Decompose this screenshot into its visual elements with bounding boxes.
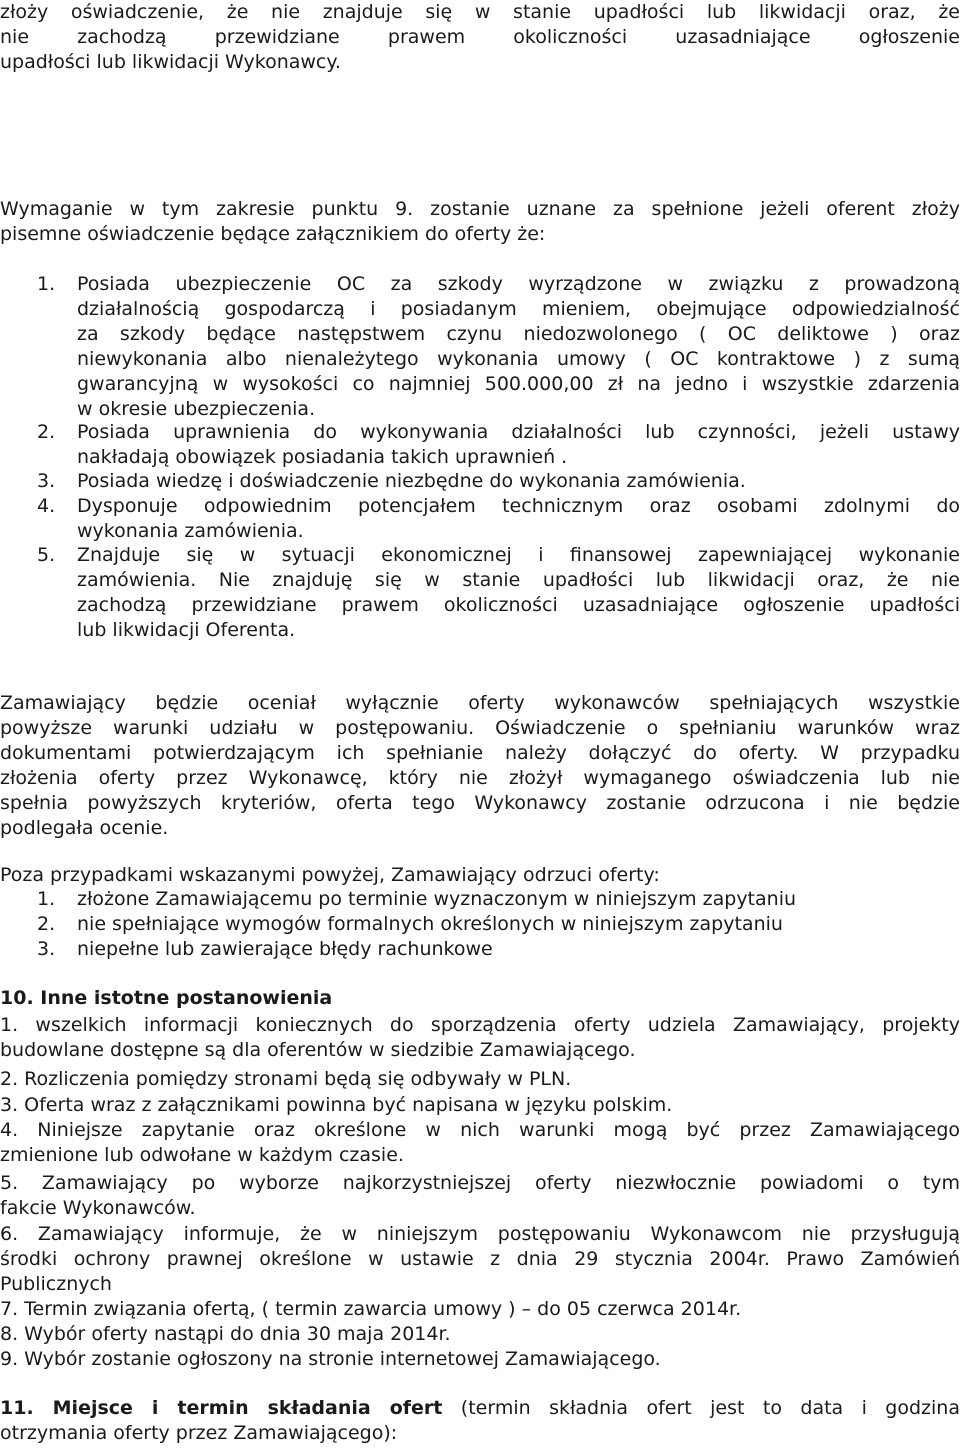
rejection-text: nie spełniające wymogów formalnych określonych w niniejszym zapytaniu — [77, 913, 783, 935]
section-10-line: 7. Termin związania ofertą, ( termin zawarcia umowy ) – do 05 czerwca 2014r. — [0, 1298, 742, 1320]
section-10-line: 6. Zamawiający informuje, że w niniejszym postępowaniu Wykonawcom nie przysługują — [0, 1223, 960, 1245]
section-10-line: 2. Rozliczenia pomiędzy stronami będą się odbywały w PLN. — [0, 1068, 572, 1090]
section-11-block — [0, 1396, 960, 1446]
condition-text — [77, 469, 960, 494]
assessment-line: dokumentami potwierdzającym ich spełnianie należy dołączyć do oferty. W przypadku — [0, 742, 960, 764]
rejection-number: 2. — [37, 913, 56, 935]
section-10-paragraph — [0, 1347, 661, 1372]
assessment-line: spełnia powyższych kryteriów, oferta tego Wykonawcy zostanie odrzucona i nie będzie — [0, 792, 960, 814]
section-10-line: środki ochrony prawnej określone w ustawie z dnia 29 stycznia 2004r. Prawo Zamówień — [0, 1248, 960, 1270]
section-10-paragraph — [0, 1322, 451, 1347]
rejection-text: niepełne lub zawierające błędy rachunkowe — [77, 938, 493, 960]
condition-line: Posiada ubezpieczenie OC za szkody wyrządzone w związku z prowadzoną — [77, 273, 960, 295]
condition-line: za szkody będące następstwem czynu niedozwolonego ( OC deliktowe ) oraz — [77, 323, 960, 345]
section-11-heading-rest: (termin składnia ofert jest to data i godzina — [460, 1397, 960, 1419]
section-11-line — [0, 1396, 960, 1421]
condition-number: 1. — [37, 273, 56, 295]
section-11-heading: 11. Miejsce i termin składania ofert — [0, 1397, 443, 1419]
section-10-line: budowlane dostępne są dla oferentów w siedzibie Zamawiającego. — [0, 1039, 636, 1061]
assessment-line: powyższe warunki udziału w postępowaniu. Oświadczenie o spełnianiu warunków wraz — [0, 717, 960, 739]
condition-item — [37, 543, 960, 643]
condition-item — [37, 272, 960, 422]
condition-line: niewykonania albo nienależytego wykonania umowy ( OC kontraktowe ) z sumą — [77, 348, 960, 370]
condition-line: Posiada uprawnienia do wykonywania działalności lub czynności, jeżeli ustawy — [77, 421, 960, 443]
condition-text — [77, 543, 960, 643]
requirement-line: pisemne oświadczenie będące załącznikiem do oferty że: — [0, 223, 546, 245]
condition-text — [77, 272, 960, 422]
assessment-line: Zamawiający będzie oceniał wyłącznie oferty wykonawców spełniających wszystkie — [0, 692, 960, 714]
condition-line: zachodzą przewidziane prawem okoliczności uzasadniające ogłoszenie upadłości — [77, 594, 960, 616]
requirement-paragraph — [0, 197, 960, 247]
section-10-paragraph — [0, 1093, 672, 1118]
section-10-line: 4. Niniejsze zapytanie oraz określone w nich warunki mogą być przez Zamawiającego — [0, 1119, 960, 1141]
condition-line: w okresie ubezpieczenia. — [77, 398, 316, 420]
assessment-line: podlegała ocenie. — [0, 817, 169, 839]
section-11-line: otrzymania oferty przez Zamawiającego): — [0, 1422, 398, 1444]
requirement-line: Wymaganie w tym zakresie punktu 9. zostanie uznane za spełnione jeżeli oferent złoży — [0, 198, 960, 220]
rejection-intro: Poza przypadkami wskazanymi powyżej, Zamawiający odrzuci oferty: — [0, 864, 660, 886]
section-10-line: Publicznych — [0, 1273, 112, 1295]
assessment-line: złożenia oferty przez Wykonawcę, który nie złożył wymaganego oświadczenia lub nie — [0, 767, 960, 789]
section-10-line: 8. Wybór oferty nastąpi do dnia 30 maja 2014r. — [0, 1323, 451, 1345]
section-10-line: 3. Oferta wraz z załącznikami powinna być napisana w języku polskim. — [0, 1094, 673, 1116]
section-10-line: fakcie Wykonawców. — [0, 1197, 196, 1219]
section-10-heading: 10. Inne istotne postanowienia — [0, 987, 333, 1009]
intro-line: upadłości lub likwidacji Wykonawcy. — [0, 51, 341, 73]
rejection-item — [37, 887, 796, 912]
intro-line: nie zachodzą przewidziane prawem okoliczności uzasadniające ogłoszenie — [0, 26, 960, 48]
intro-paragraph — [0, 0, 960, 75]
condition-item — [37, 420, 960, 470]
section-10-line: 5. Zamawiający po wyborze najkorzystniejszej oferty niezwłocznie powiadomi o tym — [0, 1172, 960, 1194]
section-10-paragraph — [0, 1171, 960, 1221]
condition-line: Posiada wiedzę i doświadczenie niezbędne do wykonania zamówienia. — [77, 470, 746, 492]
condition-line: nakładają obowiązek posiadania takich uprawnień . — [77, 446, 568, 468]
rejection-number: 3. — [37, 938, 56, 960]
condition-number: 3. — [37, 470, 56, 492]
condition-number: 2. — [37, 421, 56, 443]
section-10-line: zmienione lub odwołane w każdym czasie. — [0, 1144, 404, 1166]
condition-text — [77, 494, 960, 544]
intro-line: złoży oświadczenie, że nie znajduje się w stanie upadłości lub likwidacji oraz, że — [0, 1, 960, 23]
section-10-line: 1. wszelkich informacji koniecznych do sporządzenia oferty udziela Zamawiający, projekty — [0, 1014, 960, 1036]
section-10-paragraph — [0, 1013, 960, 1063]
rejection-item — [37, 912, 783, 937]
condition-text — [77, 420, 960, 470]
condition-line: wykonania zamówienia. — [77, 520, 304, 542]
section-10-paragraph — [0, 1118, 960, 1168]
section-10-paragraph — [0, 1297, 741, 1322]
condition-line: lub likwidacji Oferenta. — [77, 619, 296, 641]
condition-number: 4. — [37, 495, 56, 517]
condition-line: gwarancyjną w wysokości co najmniej 500.000,00 zł na jedno i wszystkie zdarzenia — [77, 373, 960, 395]
assessment-paragraph — [0, 691, 960, 841]
section-10-paragraph — [0, 1067, 571, 1092]
condition-line: działalnością gospodarczą i posiadanym mieniem, obejmujące odpowiedzialność — [77, 298, 960, 320]
rejection-item — [37, 937, 493, 962]
rejection-number: 1. — [37, 888, 56, 910]
condition-number: 5. — [37, 544, 56, 566]
section-10-line: 9. Wybór zostanie ogłoszony na stronie internetowej Zamawiającego. — [0, 1348, 661, 1370]
condition-item — [37, 494, 960, 544]
condition-line: Dysponuje odpowiednim potencjałem technicznym oraz osobami zdolnymi do — [77, 495, 960, 517]
condition-line: zamówienia. Nie znajduję się w stanie upadłości lub likwidacji oraz, że nie — [77, 569, 960, 591]
rejection-text: złożone Zamawiającemu po terminie wyznaczonym w niniejszym zapytaniu — [77, 888, 797, 910]
section-10-paragraph — [0, 1222, 960, 1297]
condition-item — [37, 469, 960, 494]
condition-line: Znajduje się w sytuacji ekonomicznej i finansowej zapewniającej wykonanie — [77, 544, 960, 566]
